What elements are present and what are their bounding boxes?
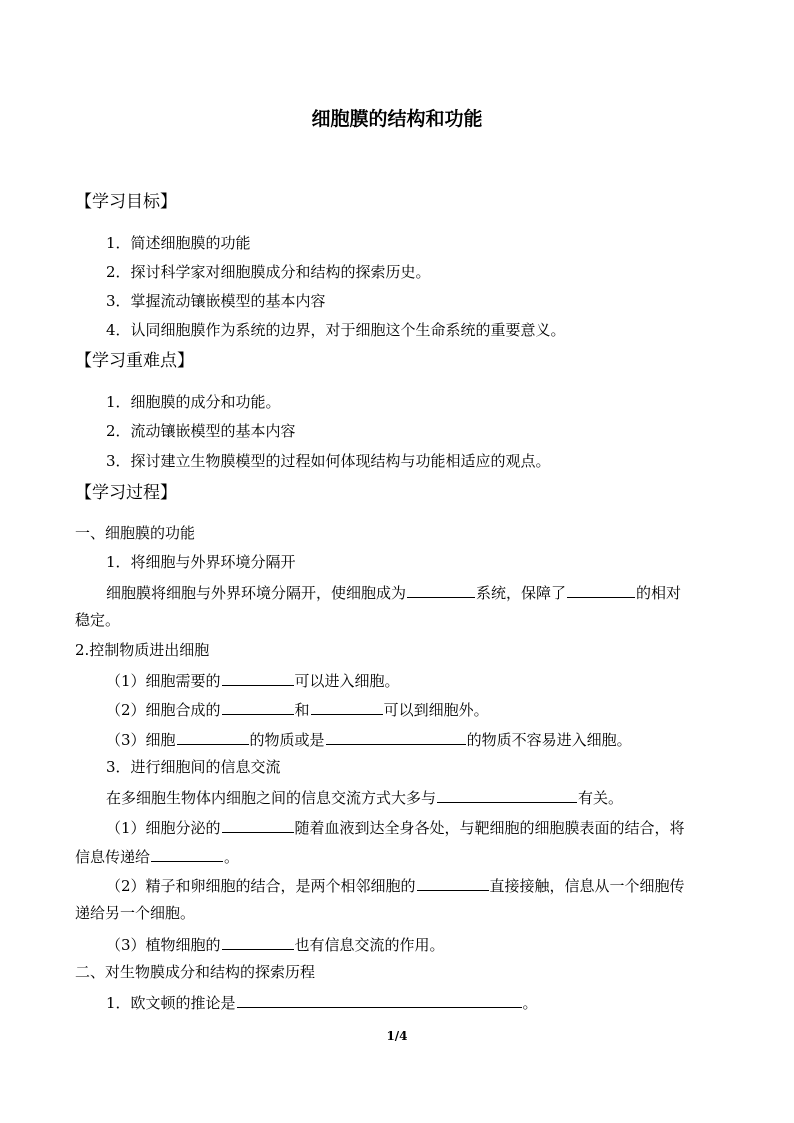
- key-points-heading: 【学习重难点】: [75, 351, 194, 371]
- part2-heading: 二、对生物膜成分和结构的探索历程: [75, 963, 316, 981]
- goal-item: 1．简述细胞膜的功能: [106, 234, 251, 252]
- text: 随着血液到达全身各处，与靶细胞的细胞膜表面的结合，将: [294, 819, 685, 837]
- key-point-item: 3．探讨建立生物膜模型的过程如何体现结构与功能相适应的观点。: [106, 452, 551, 470]
- text: 系统，保障了: [476, 584, 567, 602]
- part1-paragraph-line2: 稳定。: [75, 611, 121, 629]
- text: 。: [224, 848, 240, 866]
- answer-blank[interactable]: [407, 581, 475, 598]
- answer-blank[interactable]: [417, 874, 489, 891]
- answer-blank[interactable]: [311, 698, 383, 715]
- signal-1-line2: [75, 845, 239, 867]
- part1-item3-text: [106, 786, 623, 808]
- goal-item: 2．探讨科学家对细胞膜成分和结构的探索历史。: [106, 263, 431, 281]
- text: 可以到细胞外。: [383, 701, 489, 719]
- signal-3: [106, 933, 445, 955]
- text: 有关。: [578, 789, 624, 807]
- text: 的相对: [636, 584, 682, 602]
- signal-2-line1: [106, 874, 685, 896]
- answer-blank[interactable]: [222, 669, 294, 686]
- goal-item: 4．认同细胞膜作为系统的边界，对于细胞这个生命系统的重要意义。: [106, 321, 566, 339]
- text: 。: [522, 994, 538, 1012]
- text: 细胞膜将细胞与外界环境分隔开，使细胞成为: [106, 584, 407, 602]
- text: 也有信息交流的作用。: [294, 936, 445, 954]
- text: 的物质或是: [249, 731, 325, 749]
- key-point-item: 1．细胞膜的成分和功能。: [106, 393, 281, 411]
- text: 在多细胞生物体内细胞之间的信息交流方式大多与: [106, 789, 437, 807]
- text: 信息传递给: [75, 848, 151, 866]
- part2-item1: [106, 991, 538, 1013]
- answer-blank[interactable]: [151, 845, 223, 862]
- text: 直接接触，信息从一个细胞传: [489, 877, 685, 895]
- text: 1．欧文顿的推论是: [106, 994, 236, 1012]
- signal-2-line2: 递给另一个细胞。: [75, 904, 196, 922]
- answer-blank[interactable]: [222, 698, 294, 715]
- text: （3）植物细胞的: [106, 936, 221, 954]
- question-3: [106, 728, 632, 750]
- goals-heading: 【学习目标】: [75, 192, 177, 212]
- question-2: [106, 698, 489, 720]
- part1-item1: 1．将细胞与外界环境分隔开: [106, 553, 296, 571]
- answer-blank[interactable]: [326, 728, 466, 745]
- answer-blank[interactable]: [177, 728, 249, 745]
- answer-blank[interactable]: [437, 786, 577, 803]
- text: （1）细胞需要的: [106, 672, 221, 690]
- document-title: 细胞膜的结构和功能: [311, 108, 483, 130]
- key-point-item: 2．流动镶嵌模型的基本内容: [106, 422, 296, 440]
- part1-item2: 2.控制物质进出细胞: [75, 641, 210, 659]
- answer-blank[interactable]: [222, 933, 294, 950]
- text: 的物质不容易进入细胞。: [466, 731, 632, 749]
- text: （2）细胞合成的: [106, 701, 221, 719]
- answer-blank[interactable]: [222, 816, 294, 833]
- text: 可以进入细胞。: [294, 672, 400, 690]
- goal-item: 3．掌握流动镶嵌模型的基本内容: [106, 292, 326, 310]
- page-number: 1/4: [386, 1029, 408, 1043]
- signal-1-line1: [106, 816, 685, 838]
- text: 和: [294, 701, 310, 719]
- part1-item3: 3．进行细胞间的信息交流: [106, 758, 281, 776]
- part1-heading: 一、细胞膜的功能: [75, 524, 196, 542]
- process-heading: 【学习过程】: [75, 483, 177, 503]
- text: （2）精子和卵细胞的结合，是两个相邻细胞的: [106, 877, 416, 895]
- answer-blank[interactable]: [567, 581, 635, 598]
- part1-paragraph-line1: [106, 581, 681, 603]
- text: （3）细胞: [106, 731, 176, 749]
- question-1: [106, 669, 400, 691]
- answer-blank[interactable]: [237, 991, 522, 1008]
- text: （1）细胞分泌的: [106, 819, 221, 837]
